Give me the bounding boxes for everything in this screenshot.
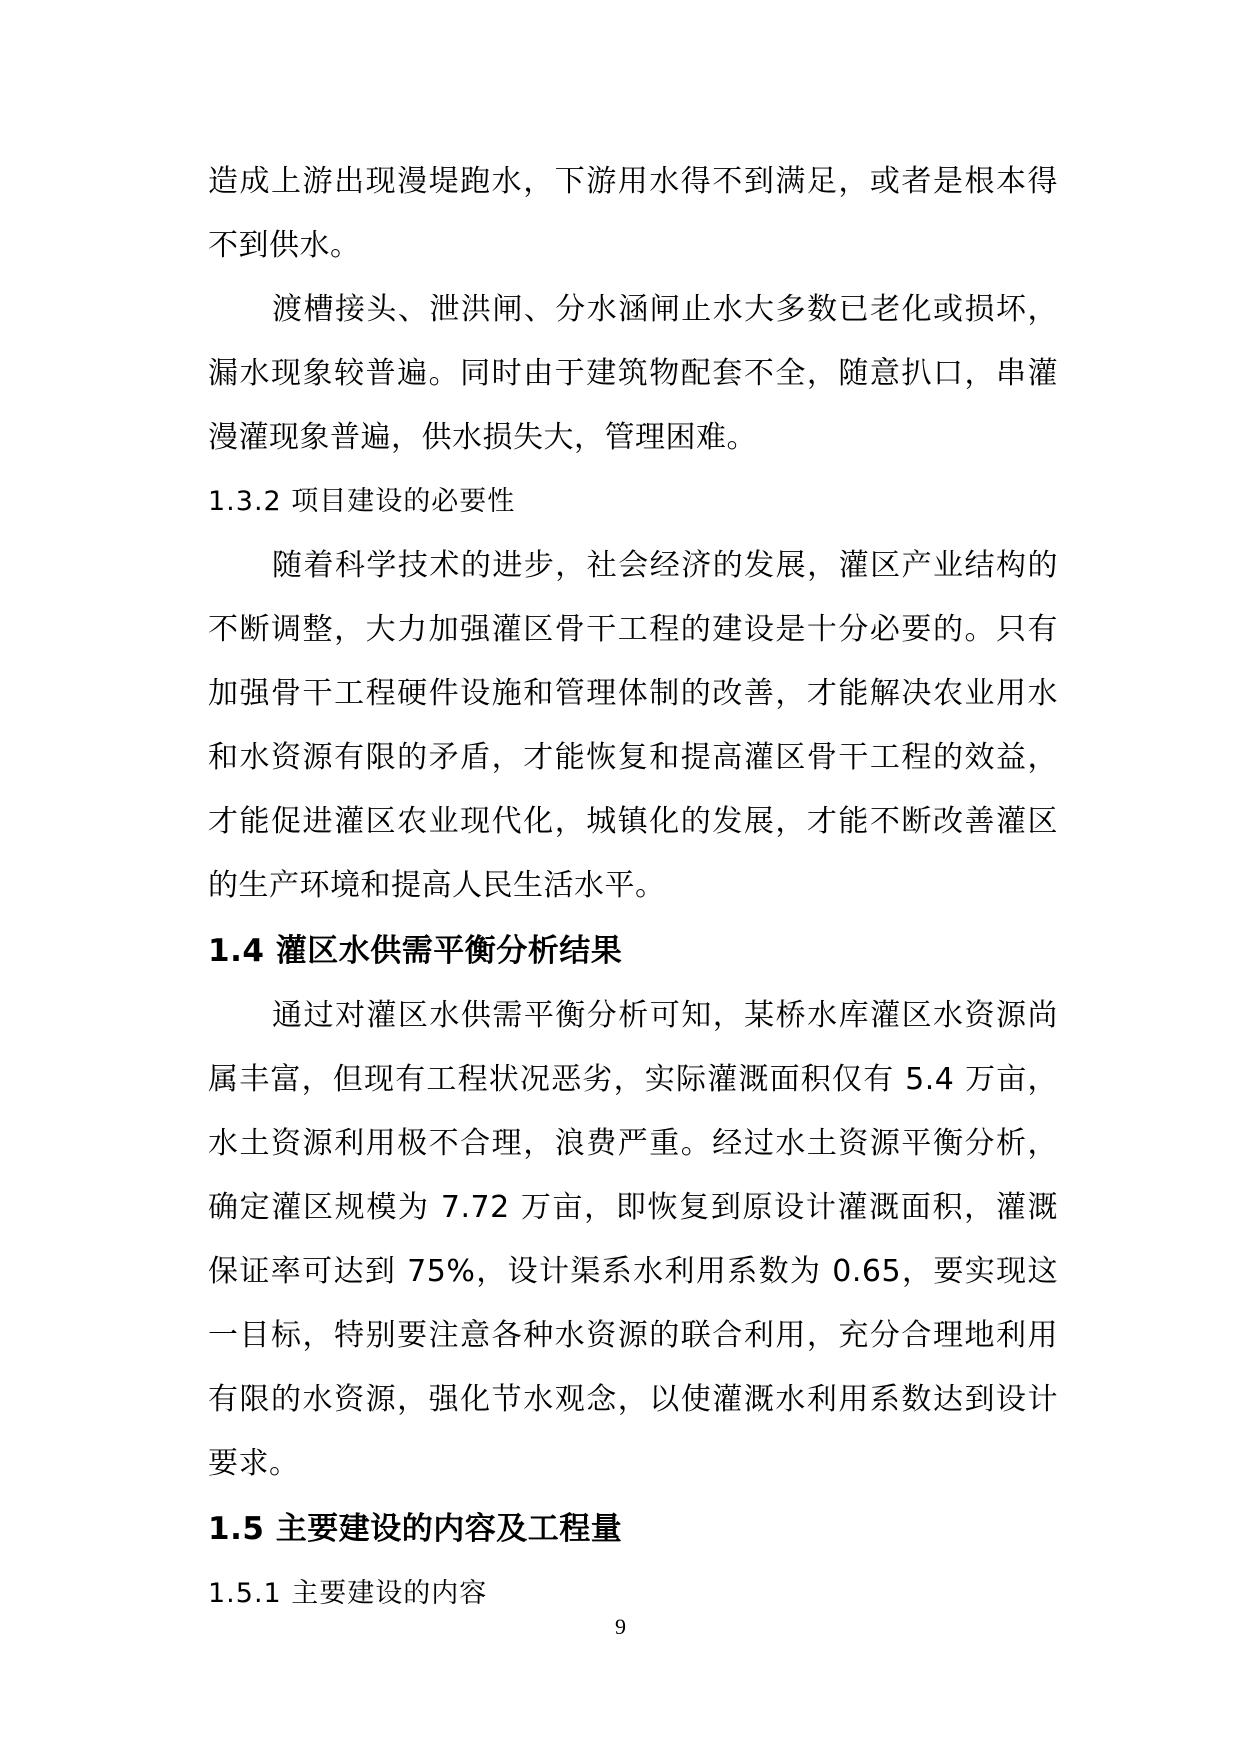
page-number: 9 [615, 1614, 626, 1639]
subsection-heading-1-3-2: 1.3.2 项目建设的必要性 [208, 486, 516, 517]
paragraph-water-balance: 通过对灌区水供需平衡分析可知，某桥水库灌区水资源尚属丰富，但现有工程状况恶劣，实际灌溉面积仅有 5.4 万亩，水土资源利用极不合理，浪费严重。经过水土资源平衡分析，确定灌区规模为 7.72 万亩，即恢复到原设计灌溉面积，灌溉保证率可达到 75%，设计渠系水利用系数为 0.65，要实现这一目标，特别要注意各种水资源的联合利用，充分合理地利用有限的水资源，强化节水观念，以使灌溉水利用系数达到设计要求。 [208, 998, 1058, 1481]
page-content [208, 150, 1058, 1626]
section-heading-1-4: 1.4 灌区水供需平衡分析结果 [208, 933, 623, 969]
subsection-heading-1-5-1: 1.5.1 主要建设的内容 [208, 1578, 488, 1609]
section-heading-1-5: 1.5 主要建设的内容及工程量 [208, 1511, 623, 1547]
paragraph-necessity: 随着科学技术的进步，社会经济的发展，灌区产业结构的不断调整，大力加强灌区骨干工程的建设是十分必要的。只有加强骨干工程硬件设施和管理体制的改善，才能解决农业用水和水资源有限的矛盾，才能恢复和提高灌区骨干工程的效益，才能促进灌区农业现代化，城镇化的发展，才能不断改善灌区的生产环境和提高人民生活水平。 [208, 548, 1058, 903]
paragraph-facilities-aging: 渡槽接头、泄洪闸、分水涵闸止水大多数已老化或损坏，漏水现象较普遍。同时由于建筑物配套不全，随意扒口，串灌漫灌现象普遍，供水损失大，管理困难。 [208, 292, 1058, 455]
paragraph-continuation: 造成上游出现漫堤跑水，下游用水得不到满足，或者是根本得不到供水。 [208, 164, 1058, 263]
